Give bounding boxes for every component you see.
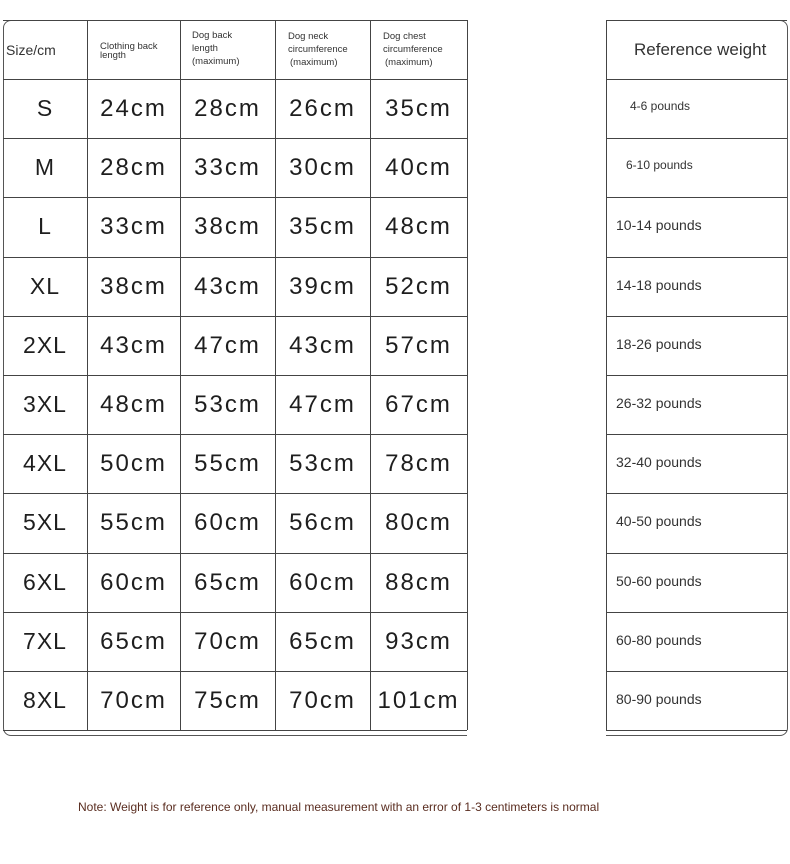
header-dog-chest-circumference: Dog chest circumference (maximum) [383,31,443,68]
size-cell: 5XL [23,509,67,535]
measurement-cell: 48cm [100,390,167,418]
measurement-cell: 38cm [100,272,167,300]
measurement-cell: 48cm [385,212,452,240]
measurement-cell: 47cm [289,390,356,418]
size-cell: 8XL [23,687,67,713]
weight-cell: 18-26 pounds [616,336,702,352]
measurement-cell: 30cm [289,153,356,181]
size-cell: S [36,95,54,121]
measurement-cell: 70cm [194,627,261,655]
header-top-line [606,20,787,21]
weight-cell: 4-6 pounds [630,99,691,113]
size-cell: 3XL [23,391,67,417]
measurement-cell: 43cm [194,272,261,300]
measurement-cell: 35cm [289,212,356,240]
measurement-cell: 35cm [385,94,452,122]
measurement-cell: 60cm [100,568,167,596]
weight-cell: 10-14 pounds [616,217,702,233]
measurement-cell: 24cm [100,94,167,122]
header-dog-neck-circumference: Dog neck circumference (maximum) [288,31,348,68]
weight-cell: 50-60 pounds [616,573,702,589]
header-top-line [3,20,467,21]
measurement-cell: 40cm [385,153,452,181]
measurement-cell: 26cm [289,94,356,122]
measurement-cell: 70cm [100,686,167,714]
weight-cell: 80-90 pounds [616,691,702,707]
measurement-cell: 47cm [194,331,261,359]
size-cell: L [38,213,52,239]
weight-cell: 14-18 pounds [616,277,702,293]
measurement-cell: 28cm [100,153,167,181]
measurement-cell: 78cm [385,449,452,477]
header-clothing-back-length: Clothing back length [100,41,158,61]
measurement-cell: 50cm [100,449,167,477]
measurement-cell: 43cm [289,331,356,359]
measurement-cell: 88cm [385,568,452,596]
measurement-cell: 93cm [385,627,452,655]
measurement-cell: 38cm [194,212,261,240]
measurement-cell: 28cm [194,94,261,122]
measurement-cell: 101cm [377,686,460,714]
size-cell: 6XL [23,569,67,595]
measurement-cell: 53cm [194,390,261,418]
weight-cell: 40-50 pounds [616,513,702,529]
column-divider [467,20,468,730]
measurement-cell: 52cm [385,272,452,300]
weight-cell: 60-80 pounds [616,632,702,648]
weight-cell: 6-10 pounds [626,158,693,172]
header-reference-weight: Reference weight [634,40,767,59]
measurement-cell: 55cm [194,449,261,477]
footnote: Note: Weight is for reference only, manual measurement with an error of 1-3 centimeters is normal [78,800,600,814]
measurement-cell: 65cm [100,627,167,655]
row-divider [3,730,467,731]
measurement-cell: 43cm [100,331,167,359]
measurement-cell: 65cm [289,627,356,655]
size-cell: 7XL [23,628,67,654]
measurement-cell: 60cm [194,508,261,536]
row-divider [606,730,787,731]
size-cell: M [34,154,56,180]
measurement-cell: 57cm [385,331,452,359]
weight-cell: 26-32 pounds [616,395,702,411]
measurement-cell: 70cm [289,686,356,714]
measurement-cell: 56cm [289,508,356,536]
weight-cell: 32-40 pounds [616,454,702,470]
header-dog-back-length: Dog back length (maximum) [192,30,240,67]
measurement-cell: 53cm [289,449,356,477]
size-cell: 4XL [23,450,67,476]
size-cell: XL [29,273,61,299]
measurement-cell: 60cm [289,568,356,596]
measurement-cell: 75cm [194,686,261,714]
measurement-cell: 33cm [100,212,167,240]
measurement-cell: 33cm [194,153,261,181]
table-gap [467,18,606,740]
measurement-cell: 80cm [385,508,452,536]
measurement-cell: 67cm [385,390,452,418]
measurement-cell: 65cm [194,568,261,596]
measurement-cell: 55cm [100,508,167,536]
size-cell: 2XL [23,332,67,358]
measurement-cell: 39cm [289,272,356,300]
header-size: Size/cm [6,42,56,58]
